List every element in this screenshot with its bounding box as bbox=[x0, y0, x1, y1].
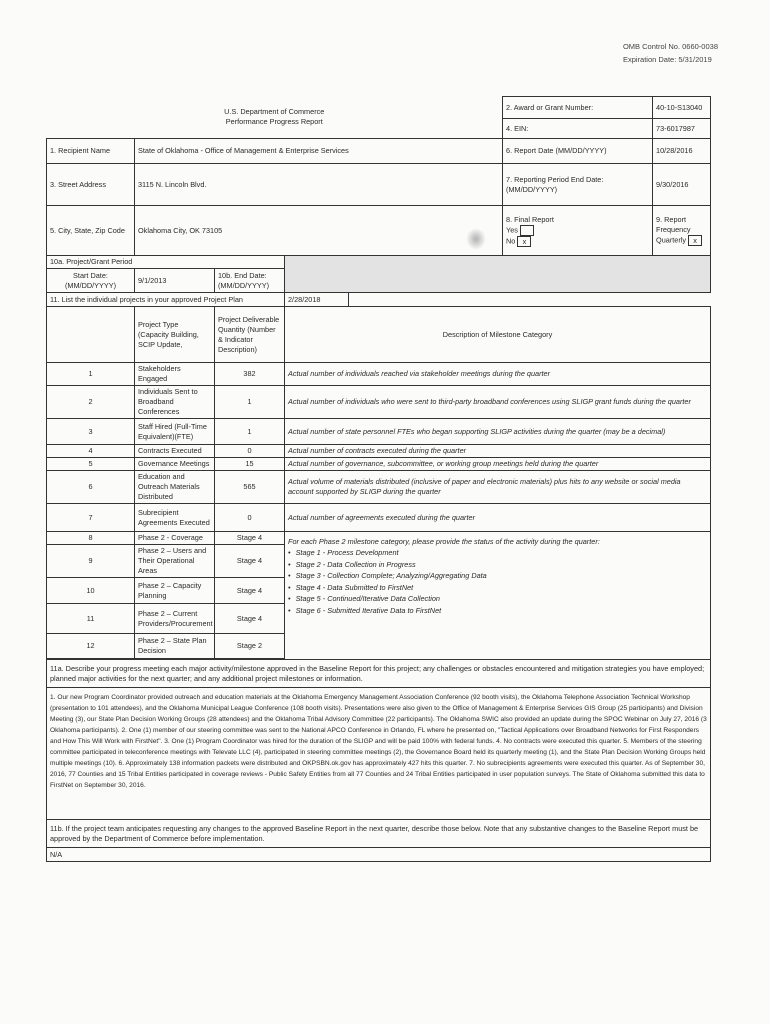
row-project-type: Phase 2 – Capacity Planning bbox=[135, 578, 215, 604]
form-title-line1: U.S. Department of Commerce bbox=[224, 107, 325, 117]
row-quantity: Stage 4 bbox=[215, 578, 285, 604]
report-date-label: 6. Report Date (MM/DD/YYYY) bbox=[503, 139, 653, 164]
column-header-milestone-description: Description of Milestone Category bbox=[285, 307, 711, 363]
stage-item: • Stage 5 - Continued/Iterative Data Collection bbox=[296, 593, 707, 605]
row-quantity: 1 bbox=[215, 386, 285, 419]
column-header-deliverable-quantity: Project Deliverable Quantity (Number & Indicator Description) bbox=[215, 307, 285, 363]
row-number: 6 bbox=[47, 471, 135, 504]
shaded-area bbox=[285, 256, 711, 293]
period-end-label: 7. Reporting Period End Date: (MM/DD/YYYY) bbox=[503, 164, 653, 206]
row-description: Actual number of state personnel FTEs who began supporting SLIGP activities during the quarter (may be a decimal) bbox=[285, 419, 711, 445]
phase-intro-text: For each Phase 2 milestone category, please provide the status of the activity during the quarter: bbox=[288, 537, 600, 546]
row-number: 3 bbox=[47, 419, 135, 445]
row-quantity: Stage 4 bbox=[215, 604, 285, 634]
stage-item: • Stage 3 - Collection Complete; Analyzing/Aggregating Data bbox=[296, 570, 707, 582]
performance-progress-report-form bbox=[46, 96, 711, 862]
table-row bbox=[47, 386, 711, 419]
row-project-type: Contracts Executed bbox=[135, 445, 215, 458]
row-quantity: 0 bbox=[215, 445, 285, 458]
end-date-value: 2/28/2018 bbox=[285, 293, 349, 307]
table-row bbox=[47, 419, 711, 445]
award-number-value: 40-10-S13040 bbox=[653, 97, 711, 119]
row-description: Actual number of agreements executed during the quarter bbox=[285, 504, 711, 532]
project-period-label: 10a. Project/Grant Period bbox=[47, 256, 285, 269]
phase-stage-legend bbox=[285, 532, 711, 660]
start-date-label: Start Date: (MM/DD/YYYY) bbox=[47, 269, 135, 293]
report-frequency-value: Quarterly bbox=[656, 235, 687, 245]
final-report-no-checkbox[interactable]: x bbox=[517, 236, 531, 247]
row-project-type: Education and Outreach Materials Distributed bbox=[135, 471, 215, 504]
row-quantity: Stage 2 bbox=[215, 634, 285, 659]
ein-label: 4. EIN: bbox=[503, 119, 653, 139]
projects-list-label: 11. List the individual projects in your approved Project Plan bbox=[47, 293, 285, 307]
omb-control-number: OMB Control No. 0660-0038 bbox=[622, 42, 718, 51]
table-row bbox=[47, 458, 711, 471]
stage-item: • Stage 4 - Data Submitted to FirstNet bbox=[296, 582, 707, 594]
section-11a-label: 11a. Describe your progress meeting each major activity/milestone approved in the Baseline Report for this project; any challenges or obstacles encountered and mitigation strategies you have employed; planned major activities for the next quarter; and any additional project milestones or information. bbox=[47, 660, 711, 688]
section-11b-label: 11b. If the project team anticipates requesting any changes to the approved Baseline Report in the next quarter, describe those below. Note that any substantive changes to the Baseline Report must be approved by the Department of Commerce before implementation. bbox=[47, 820, 711, 848]
final-report-yes-label: Yes bbox=[506, 224, 518, 234]
report-date-value: 10/28/2016 bbox=[653, 139, 711, 164]
row-quantity: 1 bbox=[215, 419, 285, 445]
row-number: 7 bbox=[47, 504, 135, 532]
period-end-value: 9/30/2016 bbox=[653, 164, 711, 206]
row-description: Actual number of individuals reached via stakeholder meetings during the quarter bbox=[285, 363, 711, 386]
start-date-value: 9/1/2013 bbox=[135, 269, 215, 293]
table-row bbox=[47, 532, 711, 545]
row-project-type: Individuals Sent to Broadband Conferences bbox=[135, 386, 215, 419]
row-description: Actual number of individuals who were sent to third-party broadband conferences using SLIGP grant funds during the quarter bbox=[285, 386, 711, 419]
row-project-type: Phase 2 – Users and Their Operational Areas bbox=[135, 545, 215, 578]
row-number: 11 bbox=[47, 604, 135, 634]
section-11a-narrative: 1. Our new Program Coordinator provided outreach and education materials at the Oklahoma Emergency Management Association Conference (92 booth visits), the Oklahoma Telephone Association Technical Workshop (presentation to 101 attendees), and the Oklahoma Municipal League Conference (108 booth visits). Presentations were also given to the Office of Management & Enterprise Services GIS Group (25 participants) and Division Meeting (3), our State Plan Decision Working Groups (28 attendees) and the Oklahoma Tribal Advisory Committee (22 participants). The Oklahoma SWIC also provided an update during the SPOC Webinar on July 27, 2016 (3 Oklahoma participants). 2. One (1) member of our steering committee was sent to the National APCO Conference in Orlando, FL where he presented on, "Tactical Applications over Broadband Networks for First Responders and How This Will Work with FirstNet". 3. One (1) Program Coordinator was hired for the duration of the SLIGP and will be paid 100% with federal funds. 4. No contracts were executed this quarter. 5. Members of the steering committee participated in teleconference meetings with Televate LLC (4), participated in steering committee meetings (2), the Governance Board held its quarterly meeting (1), and the State Plan Decision Working Groups held multiple meetings (10). 6. Approximately 138 information packets were distributed and OKPSBN.ok.gov has approximately 427 hits this quarter. 7. No subrecipients agreements were executed this quarter. As of September 30, 2016, 77 Counties and 15 Tribal Entities participated in coverage reviews - Public Safety Entities from all 77 Counties and 24 Tribal Entities participated in user population surveys. The State of Oklahoma submitted this data to FirstNet on September 30, 2016. bbox=[47, 688, 711, 820]
row-number: 1 bbox=[47, 363, 135, 386]
recipient-name-label: 1. Recipient Name bbox=[47, 139, 135, 164]
award-number-label: 2. Award or Grant Number: bbox=[503, 97, 653, 119]
row-number: 10 bbox=[47, 578, 135, 604]
row-quantity: 565 bbox=[215, 471, 285, 504]
row-quantity: 382 bbox=[215, 363, 285, 386]
stage-item: • Stage 6 - Submitted Iterative Data to FirstNet bbox=[296, 605, 707, 617]
row-description: Actual number of governance, subcommittee, or working group meetings held during the quarter bbox=[285, 458, 711, 471]
row-number: 2 bbox=[47, 386, 135, 419]
end-date-label: 10b. End Date: (MM/DD/YYYY) bbox=[215, 269, 285, 293]
row-project-type: Stakeholders Engaged bbox=[135, 363, 215, 386]
row-number: 4 bbox=[47, 445, 135, 458]
row-project-type: Subrecipient Agreements Executed bbox=[135, 504, 215, 532]
row-quantity: Stage 4 bbox=[215, 545, 285, 578]
street-address-label: 3. Street Address bbox=[47, 164, 135, 206]
row-quantity: Stage 4 bbox=[215, 532, 285, 545]
form-title-line2: Performance Progress Report bbox=[225, 117, 323, 127]
report-frequency-field bbox=[653, 206, 711, 256]
row-project-type: Phase 2 – Current Providers/Procurement bbox=[135, 604, 215, 634]
omb-info bbox=[623, 40, 718, 66]
section-11b-value: N/A bbox=[47, 848, 711, 862]
final-report-label: 8. Final Report bbox=[506, 214, 554, 224]
column-header-project-type: Project Type (Capacity Building, SCIP Update, bbox=[135, 307, 215, 363]
table-row bbox=[47, 445, 711, 458]
table-row bbox=[47, 363, 711, 386]
stage-item: • Stage 1 - Process Development bbox=[296, 547, 707, 559]
street-address-value: 3115 N. Lincoln Blvd. bbox=[135, 164, 503, 206]
final-report-yes-checkbox[interactable] bbox=[520, 225, 534, 236]
table-row bbox=[47, 471, 711, 504]
row-number: 12 bbox=[47, 634, 135, 659]
form-title bbox=[47, 97, 503, 139]
row-quantity: 0 bbox=[215, 504, 285, 532]
stage-item: • Stage 2 - Data Collection in Progress bbox=[296, 559, 707, 571]
city-state-zip-value: Oklahoma City, OK 73105 bbox=[135, 206, 503, 256]
recipient-name-value: State of Oklahoma - Office of Management & Enterprise Services bbox=[135, 139, 503, 164]
final-report-field bbox=[503, 206, 653, 256]
row-project-type: Staff Hired (Full-Time Equivalent)(FTE) bbox=[135, 419, 215, 445]
table-row bbox=[47, 504, 711, 532]
row-description: Actual volume of materials distributed (inclusive of paper and electronic materials) plus hits to any website or social media account supported by SLIGP during the quarter bbox=[285, 471, 711, 504]
row-project-type: Governance Meetings bbox=[135, 458, 215, 471]
row-quantity: 15 bbox=[215, 458, 285, 471]
row-description: Actual number of contracts executed during the quarter bbox=[285, 445, 711, 458]
row-number: 8 bbox=[47, 532, 135, 545]
row-number: 9 bbox=[47, 545, 135, 578]
report-frequency-checkbox[interactable]: x bbox=[688, 235, 702, 246]
row-project-type: Phase 2 – State Plan Decision bbox=[135, 634, 215, 659]
row-number: 5 bbox=[47, 458, 135, 471]
final-report-no-label: No bbox=[506, 235, 516, 245]
ein-value: 73-6017987 bbox=[653, 119, 711, 139]
report-frequency-label: 9. Report Frequency bbox=[656, 215, 691, 234]
omb-expiration-date: Expiration Date: 5/31/2019 bbox=[622, 55, 712, 64]
row-project-type: Phase 2 - Coverage bbox=[135, 532, 215, 545]
city-state-zip-label: 5. City, State, Zip Code bbox=[47, 206, 135, 256]
